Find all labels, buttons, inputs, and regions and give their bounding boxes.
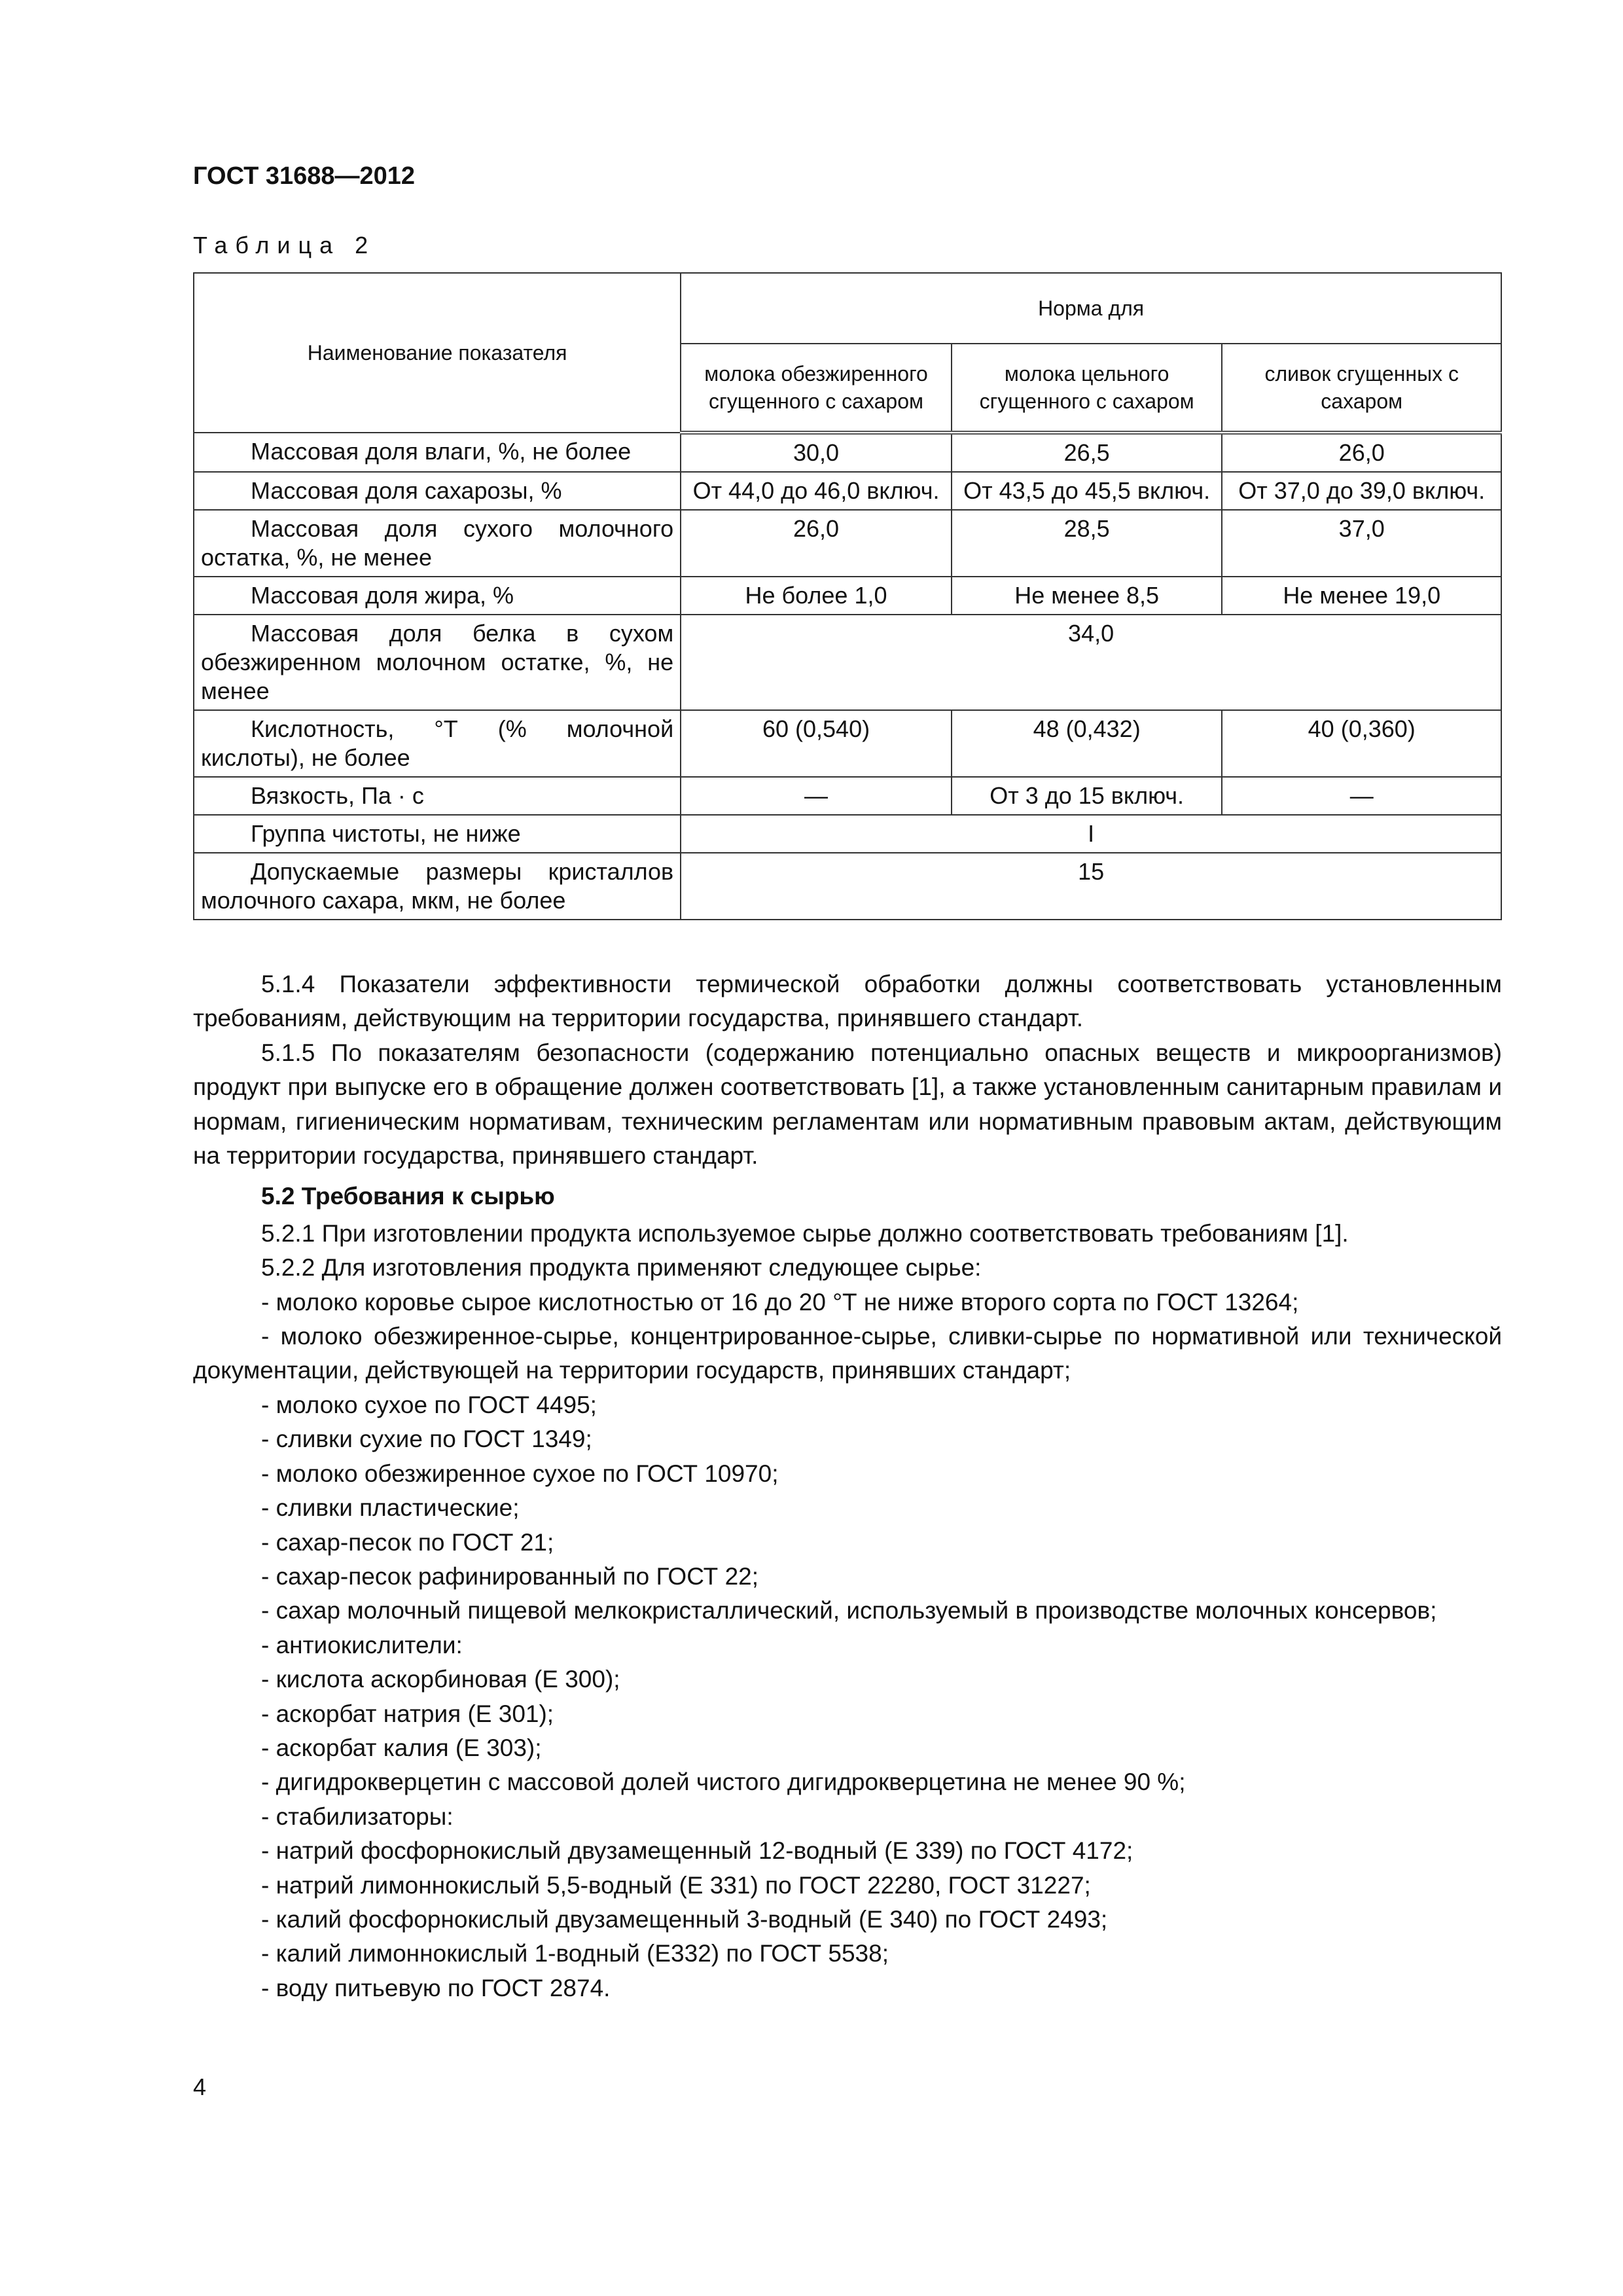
table-row <box>194 472 1501 510</box>
table-row <box>194 815 1501 853</box>
row-name: Массовая доля белка в сухом обезжиренном молочном остатке, %, не менее <box>194 615 681 710</box>
table-row <box>194 853 1501 920</box>
row-value: 48 (0,432) <box>952 710 1222 777</box>
row-value-merged: 15 <box>681 853 1501 920</box>
row-name: Кислотность, °Т (% молочной кислоты), не более <box>194 710 681 777</box>
row-value: Не более 1,0 <box>681 577 952 615</box>
row-value: 30,0 <box>681 433 952 472</box>
body-text <box>193 967 1502 2005</box>
row-value: От 44,0 до 46,0 включ. <box>681 472 952 510</box>
row-name: Допускаемые размеры кристаллов молочного сахара, мкм, не более <box>194 853 681 920</box>
row-name: Группа чистоты, не ниже <box>194 815 681 853</box>
header-col-skim: молока обезжиренного сгущенного с сахаром <box>681 344 952 433</box>
paragraph-5-2-1: 5.2.1 При изготовлении продукта используемое сырье должно соответствовать требованиям [1]. <box>261 1219 1349 1247</box>
table-row <box>194 615 1501 710</box>
row-name: Массовая доля жира, % <box>194 577 681 615</box>
row-value-merged: 34,0 <box>681 615 1501 710</box>
row-value: От 37,0 до 39,0 включ. <box>1222 472 1501 510</box>
row-name: Массовая доля сахарозы, % <box>194 472 681 510</box>
list-item: - молоко обезжиренное-сырье, концентрированное-сырье, сливки-сырье по нормативной или технической документации, действующей на территории государств, принявших стандарт; <box>193 1323 1502 1384</box>
list-item: - натрий фосфорнокислый двузамещенный 12-водный (Е 339) по ГОСТ 4172; <box>261 1837 1133 1865</box>
row-value: 26,0 <box>1222 433 1501 472</box>
list-item: - натрий лимоннокислый 5,5-водный (Е 331) по ГОСТ 22280, ГОСТ 31227; <box>261 1871 1091 1899</box>
row-value: 28,5 <box>952 510 1222 577</box>
list-item: - антиокислители: <box>261 1631 463 1659</box>
row-value: Не менее 8,5 <box>952 577 1222 615</box>
row-name: Массовая доля сухого молочного остатка, %, не менее <box>194 510 681 577</box>
table-row <box>194 710 1501 777</box>
list-item: - молоко обезжиренное сухое по ГОСТ 10970; <box>261 1460 779 1487</box>
paragraph-5-1-5: 5.1.5 По показателям безопасности (содержанию потенциально опасных веществ и микроорганизмов) продукт при выпуске его в обращение должен соответствовать [1], а также установленным санитарным правилам и нормам, гигиеническим нормативам, техническим регламентам или нормативным правовым актам, действующим на территории государства, принявшего стандарт. <box>193 1039 1502 1170</box>
header-norm-cell: Норма для <box>681 273 1501 344</box>
list-item: - молоко сухое по ГОСТ 4495; <box>261 1391 597 1418</box>
row-value: От 3 до 15 включ. <box>952 777 1222 815</box>
list-item: - стабилизаторы: <box>261 1803 454 1830</box>
document-code: ГОСТ 31688—2012 <box>193 162 416 190</box>
header-col-whole: молока цельного сгущенного с сахаром <box>952 344 1222 433</box>
list-item: - калий лимоннокислый 1-водный (Е332) по ГОСТ 5538; <box>261 1940 889 1967</box>
row-value: 60 (0,540) <box>681 710 952 777</box>
list-item: - сливки пластические; <box>261 1494 520 1522</box>
list-item: - сахар молочный пищевой мелкокристаллический, используемый в производстве молочных консервов; <box>261 1597 1437 1624</box>
row-value: — <box>681 777 952 815</box>
list-item: - воду питьевую по ГОСТ 2874. <box>261 1974 611 2001</box>
paragraph-5-1-4: 5.1.4 Показатели эффективности термической обработки должны соответствовать установленным требованиям, действующим на территории государства, принявшего стандарт. <box>193 971 1502 1032</box>
list-item: - калий фосфорнокислый двузамещенный 3-водный (Е 340) по ГОСТ 2493; <box>261 1905 1108 1933</box>
list-item: - дигидрокверцетин с массовой долей чистого дигидрокверцетина не менее 90 %; <box>261 1768 1186 1796</box>
row-value: 37,0 <box>1222 510 1501 577</box>
list-item: - молоко коровье сырое кислотностью от 16 до 20 °Т не ниже второго сорта по ГОСТ 13264; <box>261 1288 1299 1316</box>
row-name: Массовая доля влаги, %, не более <box>194 433 681 472</box>
row-value: 26,0 <box>681 510 952 577</box>
list-item: - сахар-песок по ГОСТ 21; <box>261 1528 554 1556</box>
table-row <box>194 433 1501 472</box>
row-value: — <box>1222 777 1501 815</box>
list-item: - сахар-песок рафинированный по ГОСТ 22; <box>261 1562 758 1590</box>
section-heading-5-2: 5.2 Требования к сырью <box>261 1183 555 1210</box>
header-col-cream: сливок сгущенных с сахаром <box>1222 344 1501 433</box>
table-row <box>194 577 1501 615</box>
row-name: Вязкость, Па · с <box>194 777 681 815</box>
table-row <box>194 510 1501 577</box>
list-item: - аскорбат натрия (Е 301); <box>261 1700 554 1727</box>
table-row <box>194 777 1501 815</box>
paragraph-5-2-2: 5.2.2 Для изготовления продукта применяют следующее сырье: <box>261 1254 982 1282</box>
row-value: 40 (0,360) <box>1222 710 1501 777</box>
row-value: 26,5 <box>952 433 1222 472</box>
row-value: Не менее 19,0 <box>1222 577 1501 615</box>
list-item: - сливки сухие по ГОСТ 1349; <box>261 1426 592 1453</box>
header-name-cell: Наименование показателя <box>194 273 681 433</box>
list-item: - аскорбат калия (Е 303); <box>261 1734 542 1761</box>
row-value: От 43,5 до 45,5 включ. <box>952 472 1222 510</box>
table-label: Таблица 2 <box>193 232 376 259</box>
list-item: - кислота аскорбиновая (Е 300); <box>261 1666 620 1693</box>
page-number: 4 <box>193 2073 207 2100</box>
row-value-merged: I <box>681 815 1501 853</box>
norms-table <box>193 272 1502 920</box>
